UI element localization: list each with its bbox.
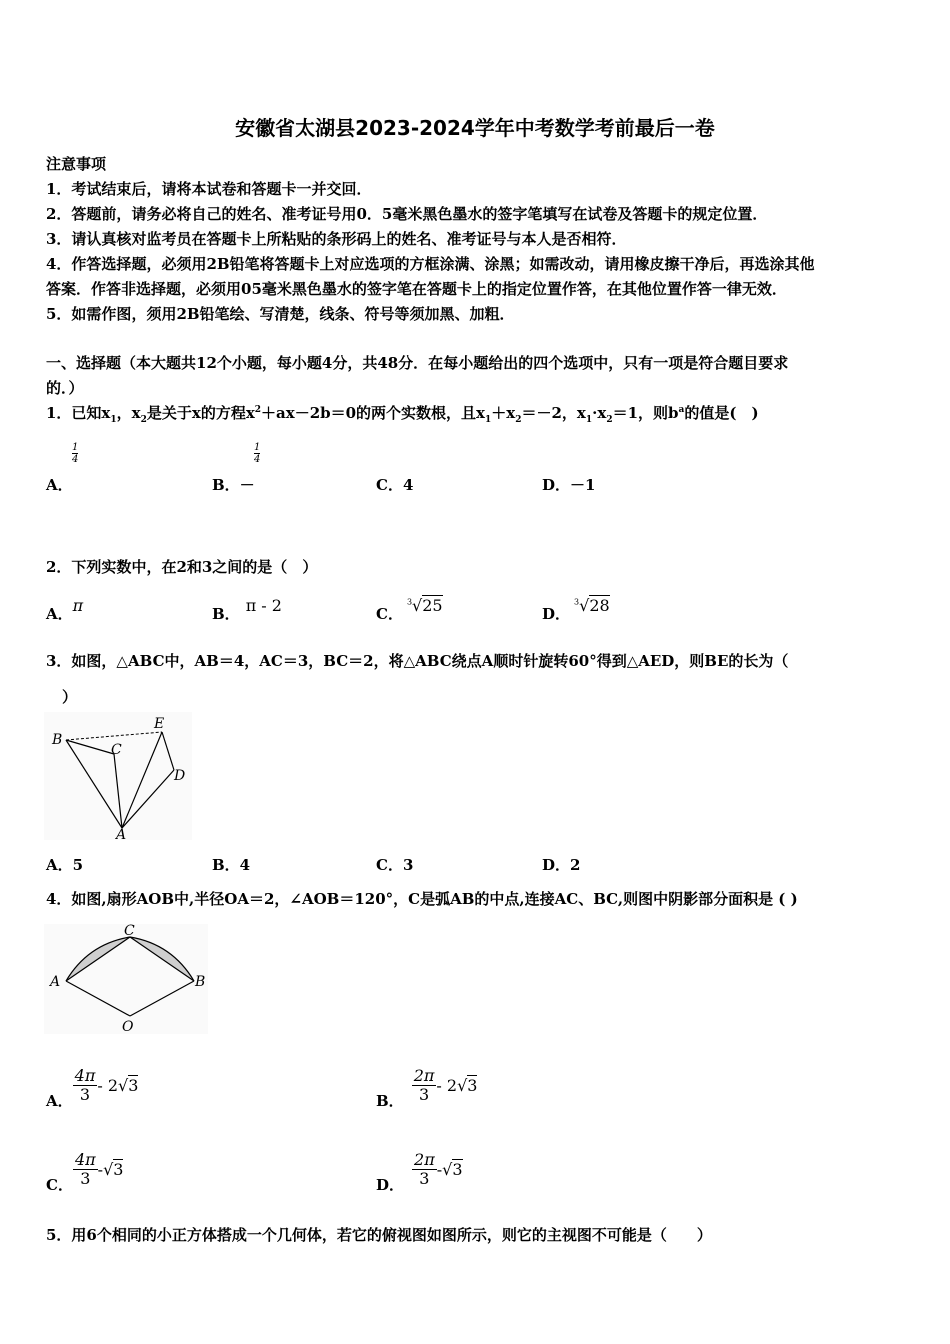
label-b: B: [52, 732, 63, 748]
note-item-5: 5．如需作图，须用2B铅笔绘、写清楚，线条、符号等须加黑、加粗．: [46, 305, 515, 323]
q3-option-b[interactable]: B．4: [212, 856, 251, 874]
q2-option-a[interactable]: A．π: [46, 596, 84, 623]
label-a: A: [116, 827, 127, 840]
label-b: B: [195, 974, 206, 990]
section-heading-cont: 的．）: [46, 379, 84, 397]
note-item-4-cont: 答案．作答非选择题，必须用05毫米黑色墨水的签字笔在答题卡上的指定位置作答，在其他位置作答一律无效．: [46, 280, 787, 298]
note-item-2: 2．答题前，请务必将自己的姓名、准考证号用0．5毫米黑色墨水的签字笔填写在试卷及答题卡的规定位置．: [46, 205, 768, 223]
q4-figure: [44, 924, 208, 1034]
q3-option-a[interactable]: A．5: [46, 856, 84, 874]
label-o: O: [122, 1019, 134, 1034]
q2-option-c[interactable]: C．$^3$√25: [376, 596, 443, 623]
q1-option-a[interactable]: A．: [46, 476, 73, 494]
q1-option-b-fraction: 1 4: [254, 442, 261, 465]
q3-stem: 3．如图，△ABC中，AB＝4，AC＝3，BC＝2，将△ABC绕点A顺时针旋转60°得到△AED，则BE的长为（: [46, 652, 789, 670]
q1-option-a-fraction: 1 4: [72, 442, 79, 465]
label-d: D: [174, 768, 186, 784]
q4-option-b[interactable]: B． $\frac{2\pi}{3}$ - 2 √3: [376, 1066, 478, 1110]
q3-stem-cont: ）: [62, 688, 78, 706]
q1-option-c[interactable]: C．4: [376, 476, 414, 494]
page-title: 安徽省太湖县2023-2024学年中考数学考前最后一卷: [235, 116, 715, 140]
q1-option-d[interactable]: D．－1: [542, 476, 596, 494]
label-c: C: [124, 924, 135, 939]
q2-option-b[interactable]: B． π - 2: [212, 596, 282, 623]
label-a: A: [50, 974, 61, 990]
note-item-4: 4．作答选择题，必须用2B铅笔将答题卡上对应选项的方框涂满、涂黑；如需改动，请用橡皮擦干净后，再选涂其他: [46, 255, 815, 273]
label-e: E: [154, 716, 165, 732]
q3-option-c[interactable]: C．3: [376, 856, 414, 874]
q4-stem: 4．如图,扇形AOB中,半径OA＝2，∠AOB＝120°，C是弧AB的中点,连接AC、BC,则图中阴影部分面积是 ( ): [46, 890, 798, 908]
q2-option-d[interactable]: D．$^3$√28: [542, 596, 610, 623]
label-c: C: [111, 742, 122, 758]
q4-option-a[interactable]: A． $\frac{4\pi}{3}$ - 2 √3: [46, 1066, 139, 1110]
q3-figure: [44, 712, 192, 840]
q4-option-c[interactable]: C． $\frac{4\pi}{3}$ - √3: [46, 1150, 124, 1194]
q4-option-d[interactable]: D． $\frac{2\pi}{3}$ - √3: [376, 1150, 463, 1194]
note-item-1: 1．考试结束后，请将本试卷和答题卡一并交回．: [46, 180, 372, 198]
q5-stem: 5．用6个相同的小正方体搭成一个几何体，若它的俯视图如图所示，则它的主视图不可能是（ ）: [46, 1226, 712, 1244]
notes-heading: 注意事项: [46, 155, 107, 173]
note-item-3: 3．请认真核对监考员在答题卡上所粘贴的条形码上的姓名、准考证号与本人是否相符．: [46, 230, 627, 248]
q2-stem: 2．下列实数中，在2和3之间的是（ ）: [46, 558, 318, 576]
q1-option-b[interactable]: B．－: [212, 476, 255, 494]
section-heading: 一、选择题（本大题共12个小题，每小题4分，共48分．在每小题给出的四个选项中，只有一项是符合题目要求: [46, 354, 789, 372]
q1-stem: 1．已知$x_1$，$x_2$是关于x的方程$x^2+ax-2b=0$的两个实数根，且$x_1+x_2=-2$，$x_1\cdot x_2=1$，则$b^a$的值是( ): [46, 404, 759, 425]
q3-option-d[interactable]: D．2: [542, 856, 581, 874]
